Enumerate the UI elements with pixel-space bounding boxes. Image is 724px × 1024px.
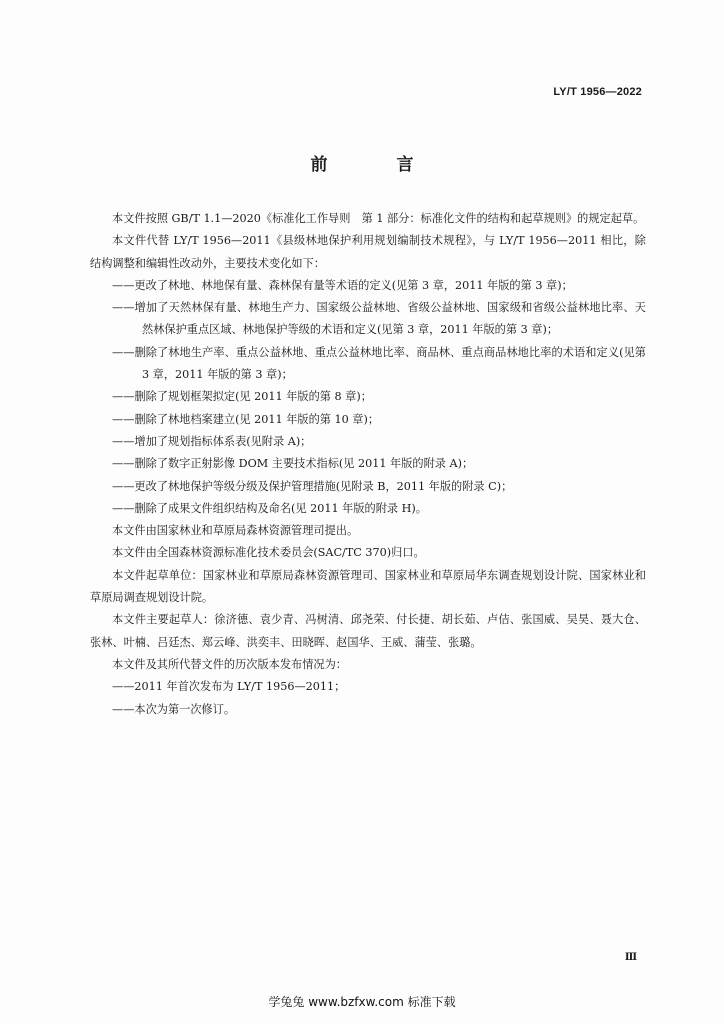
footer-watermark: 学兔兔 www.bzfxw.com 标准下载 <box>268 995 456 1009</box>
list-item: ——本次为第一次修订。 <box>112 702 236 716</box>
foreword-body <box>90 208 646 721</box>
paragraph-committee: 本文件由全国森林资源标准化技术委员会(SAC/TC 370)归口。 <box>112 546 425 560</box>
paragraph-drafting-rules: 本文件按照 GB/T 1.1—2020《标准化工作导则 第 1 部分：标准化文件的结构和起草规则》的规定起草。 <box>112 212 645 225</box>
list-item: ——删除了规划框架拟定(见 2011 年版的第 8 章)； <box>112 390 372 404</box>
list-item: ——增加了规划指标体系表(见附录 A)； <box>112 434 312 448</box>
paragraph-replaces: 本文件代替 LY/T 1956—2011《县级林地保护利用规划编制技术规程》，与 LY/T 1956—2011 相比，除结构调整和编辑性改动外，主要技术变化如下： <box>90 234 646 270</box>
paragraph-proposer: 本文件由国家林业和草原局森林资源管理司提出。 <box>112 524 359 538</box>
paragraph-history-intro: 本文件及其所代替文件的历次版本发布情况为： <box>112 657 347 671</box>
list-item: ——更改了林地、林地保有量、森林保有量等术语的定义(见第 3 章，2011 年版的第 3 章)； <box>112 278 573 292</box>
list-item: ——2011 年首次发布为 LY/T 1956—2011； <box>112 680 346 694</box>
list-item: ——删除了成果文件组织结构及命名(见 2011 年版的附录 H)。 <box>112 501 427 515</box>
list-item: ——删除了数字正射影像 DOM 主要技术指标(见 2011 年版的附录 A)； <box>112 457 474 471</box>
paragraph-drafters: 本文件主要起草人：徐济德、袁少青、冯树清、邱尧荣、付长捷、胡长茹、卢佶、张国威、吴昊、聂大仓、张林、叶楠、吕廷杰、郑云峰、洪奕丰、田晓晖、赵国华、王威、蒲莹、张璐。 <box>90 613 646 649</box>
list-item: ——增加了天然林保有量、林地生产力、国家级公益林地、省级公益林地、国家级和省级公益林地比率、天然林保护重点区域、林地保护等级的术语和定义(见第 3 章，2011 年版的第 3 章)； <box>112 301 646 337</box>
paragraph-drafting-units: 本文件起草单位：国家林业和草原局森林资源管理司、国家林业和草原局华东调查规划设计院、国家林业和草原局调查规划设计院。 <box>90 568 646 605</box>
list-item: ——删除了林地生产率、重点公益林地、重点公益林地比率、商品林、重点商品林地比率的术语和定义(见第 3 章，2011 年版的第 3 章)； <box>112 345 646 382</box>
changes-list <box>90 275 646 520</box>
list-item: ——更改了林地保护等级分级及保护管理措施(见附录 B，2011 年版的附录 C)； <box>112 479 513 493</box>
page-number: Ⅲ <box>624 952 637 963</box>
history-list <box>90 676 646 721</box>
list-item: ——删除了林地档案建立(见 2011 年版的第 10 章)； <box>112 412 380 426</box>
document-code: LY/T 1956—2022 <box>553 86 642 98</box>
page-title: 前 言 <box>310 155 440 175</box>
